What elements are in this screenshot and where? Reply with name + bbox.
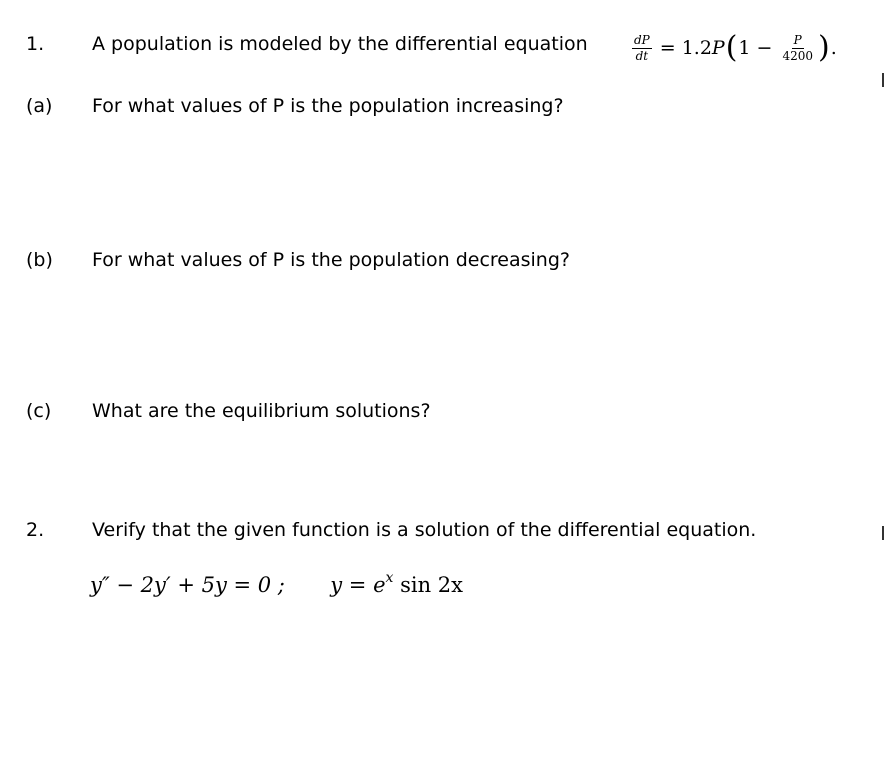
- part-b-question: For what values of P is the population decreasing?: [92, 249, 570, 271]
- part-b-label: (b): [26, 249, 53, 271]
- derivative-fraction: [632, 34, 652, 63]
- capacity-denominator: 4200: [782, 48, 813, 63]
- ode-equation: [90, 572, 463, 597]
- solution-exponent: x: [385, 570, 394, 586]
- open-paren: (: [725, 30, 738, 65]
- part-a-label: (a): [26, 95, 53, 117]
- derivative-denominator: dt: [635, 48, 649, 63]
- ode-expression: y″ − 2y′ + 5y = 0 ;: [90, 573, 285, 597]
- one: 1: [738, 37, 751, 59]
- period: .: [830, 37, 837, 59]
- solution-rest: sin 2x: [393, 573, 463, 597]
- minus-sign: −: [756, 37, 773, 59]
- capacity-fraction: [780, 34, 815, 63]
- part-c-question: What are the equilibrium solutions?: [92, 400, 431, 422]
- solution-lhs: y = e: [330, 573, 386, 597]
- close-paren: ): [817, 30, 830, 65]
- part-a-question: For what values of P is the population increasing?: [92, 95, 564, 117]
- equals-sign: =: [659, 37, 676, 59]
- edge-mark: [882, 73, 884, 87]
- problem-2-number: 2.: [26, 519, 45, 541]
- part-c-label: (c): [26, 400, 52, 422]
- derivative-numerator: dP: [634, 32, 650, 47]
- edge-mark: [882, 526, 884, 540]
- growth-coefficient: 1.2: [681, 37, 712, 59]
- population-variable: P: [711, 37, 725, 59]
- capacity-numerator: P: [793, 32, 802, 47]
- logistic-equation: [630, 26, 837, 70]
- problem-2-statement: Verify that the given function is a solution of the differential equation.: [92, 519, 757, 541]
- problem-1-number: 1.: [26, 33, 45, 55]
- problem-1-statement: A population is modeled by the differential equation: [92, 33, 588, 55]
